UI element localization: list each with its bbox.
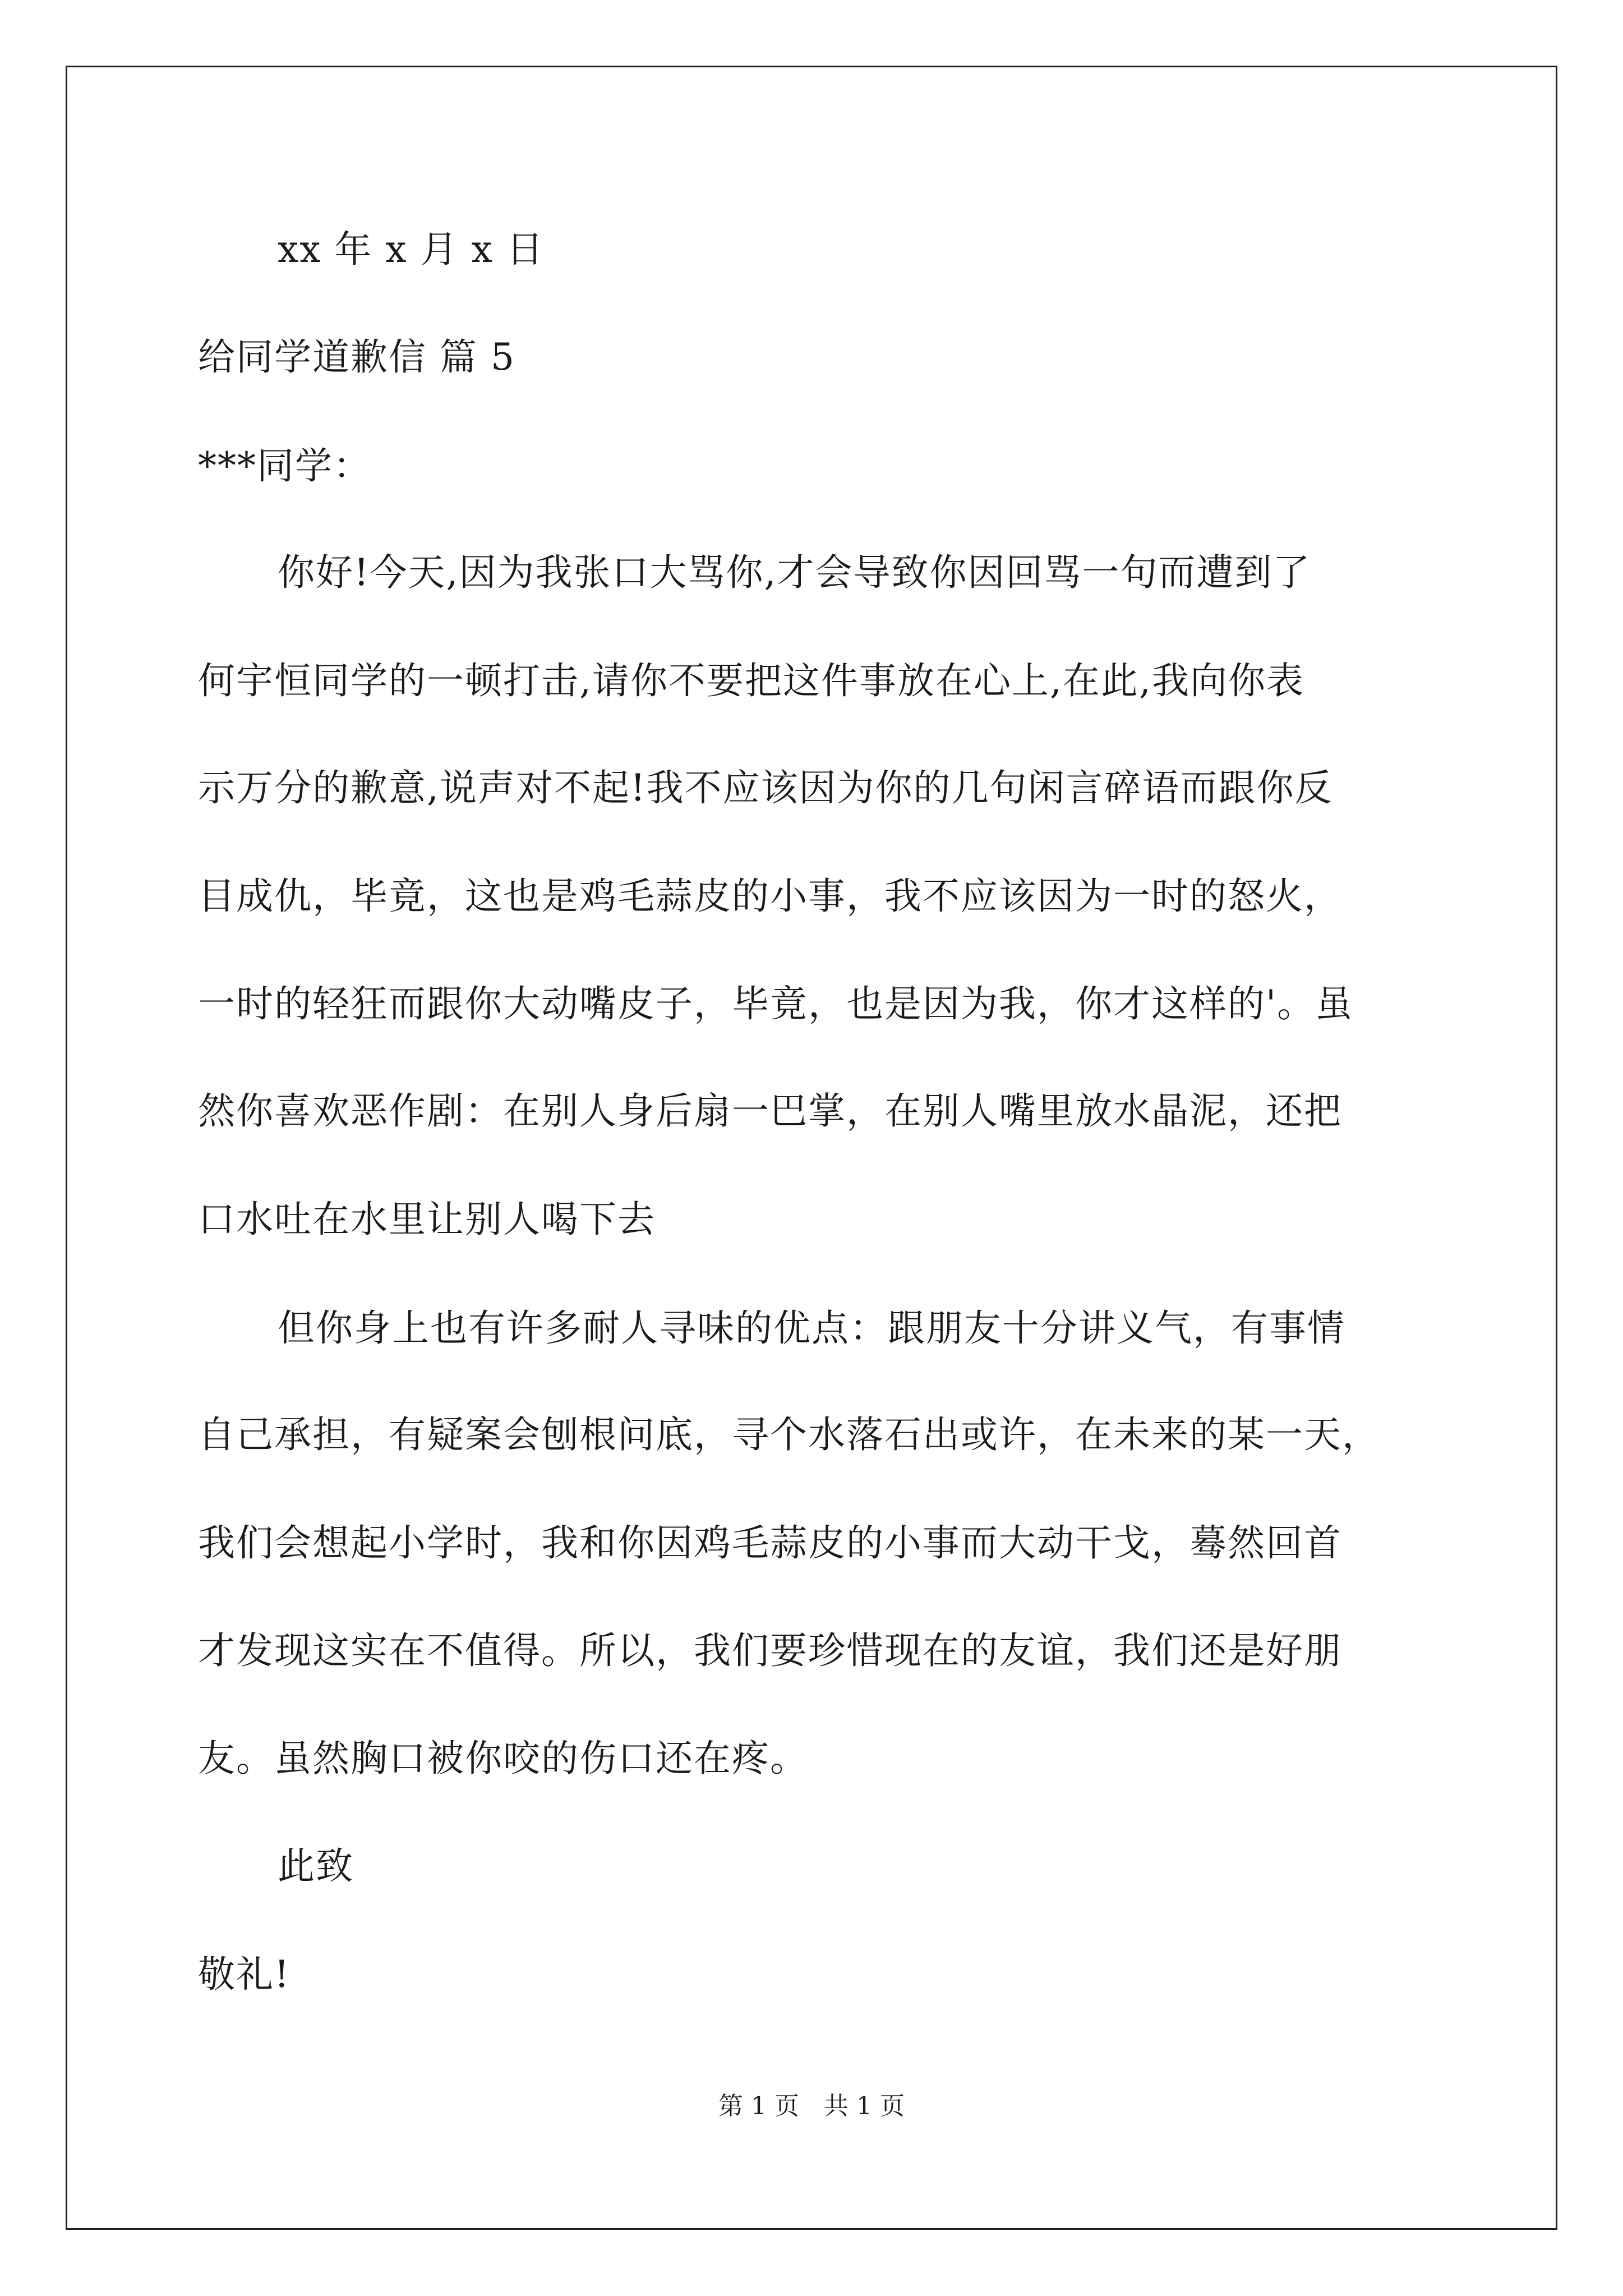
body-line: 然你喜欢恶作剧：在别人身后扇一巴掌，在别人嘴里放水晶泥，还把 [198, 1089, 1342, 1133]
closing-salutation: 此致 [278, 1844, 354, 1888]
closing-regards: 敬礼! [198, 1953, 291, 1996]
body-line: 目成仇，毕竟，这也是鸡毛蒜皮的小事，我不应该因为一时的怒火， [198, 875, 1342, 918]
body-line: 我们会想起小学时，我和你因鸡毛蒜皮的小事而大动干戈，蓦然回首 [198, 1521, 1342, 1565]
body-line: 友。虽然胸口被你咬的伤口还在疼。 [198, 1737, 808, 1780]
page-number-footer: 第 1 页 共 1 页 [718, 2092, 905, 2120]
body-line: 一时的轻狂而跟你大动嘴皮子，毕竟，也是因为我，你才这样的'。虽 [198, 982, 1354, 1025]
body-line: 你好!今天,因为我张口大骂你,才会导致你因回骂一句而遭到了 [278, 551, 1311, 594]
body-line: 示万分的歉意,说声对不起!我不应该因为你的几句闲言碎语而跟你反 [198, 766, 1333, 809]
date-line: xx 年 x 月 x 日 [278, 228, 545, 271]
page-frame [66, 66, 1557, 2230]
body-line: 但你身上也有许多耐人寻味的优点：跟朋友十分讲义气，有事情 [278, 1306, 1345, 1350]
body-line: 何宇恒同学的一顿打击,请你不要把这件事放在心上,在此,我向你表 [198, 659, 1304, 702]
salutation: ***同学： [198, 444, 371, 487]
body-line: 自己承担，有疑案会刨根问底，寻个水落石出或许，在未来的某一天， [198, 1413, 1380, 1456]
body-line: 才发现这实在不值得。所以，我们要珍惜现在的友谊，我们还是好朋 [198, 1629, 1342, 1672]
letter-heading: 给同学道歉信 篇 5 [198, 335, 515, 379]
body-line: 口水吐在水里让别人喝下去 [198, 1198, 656, 1241]
